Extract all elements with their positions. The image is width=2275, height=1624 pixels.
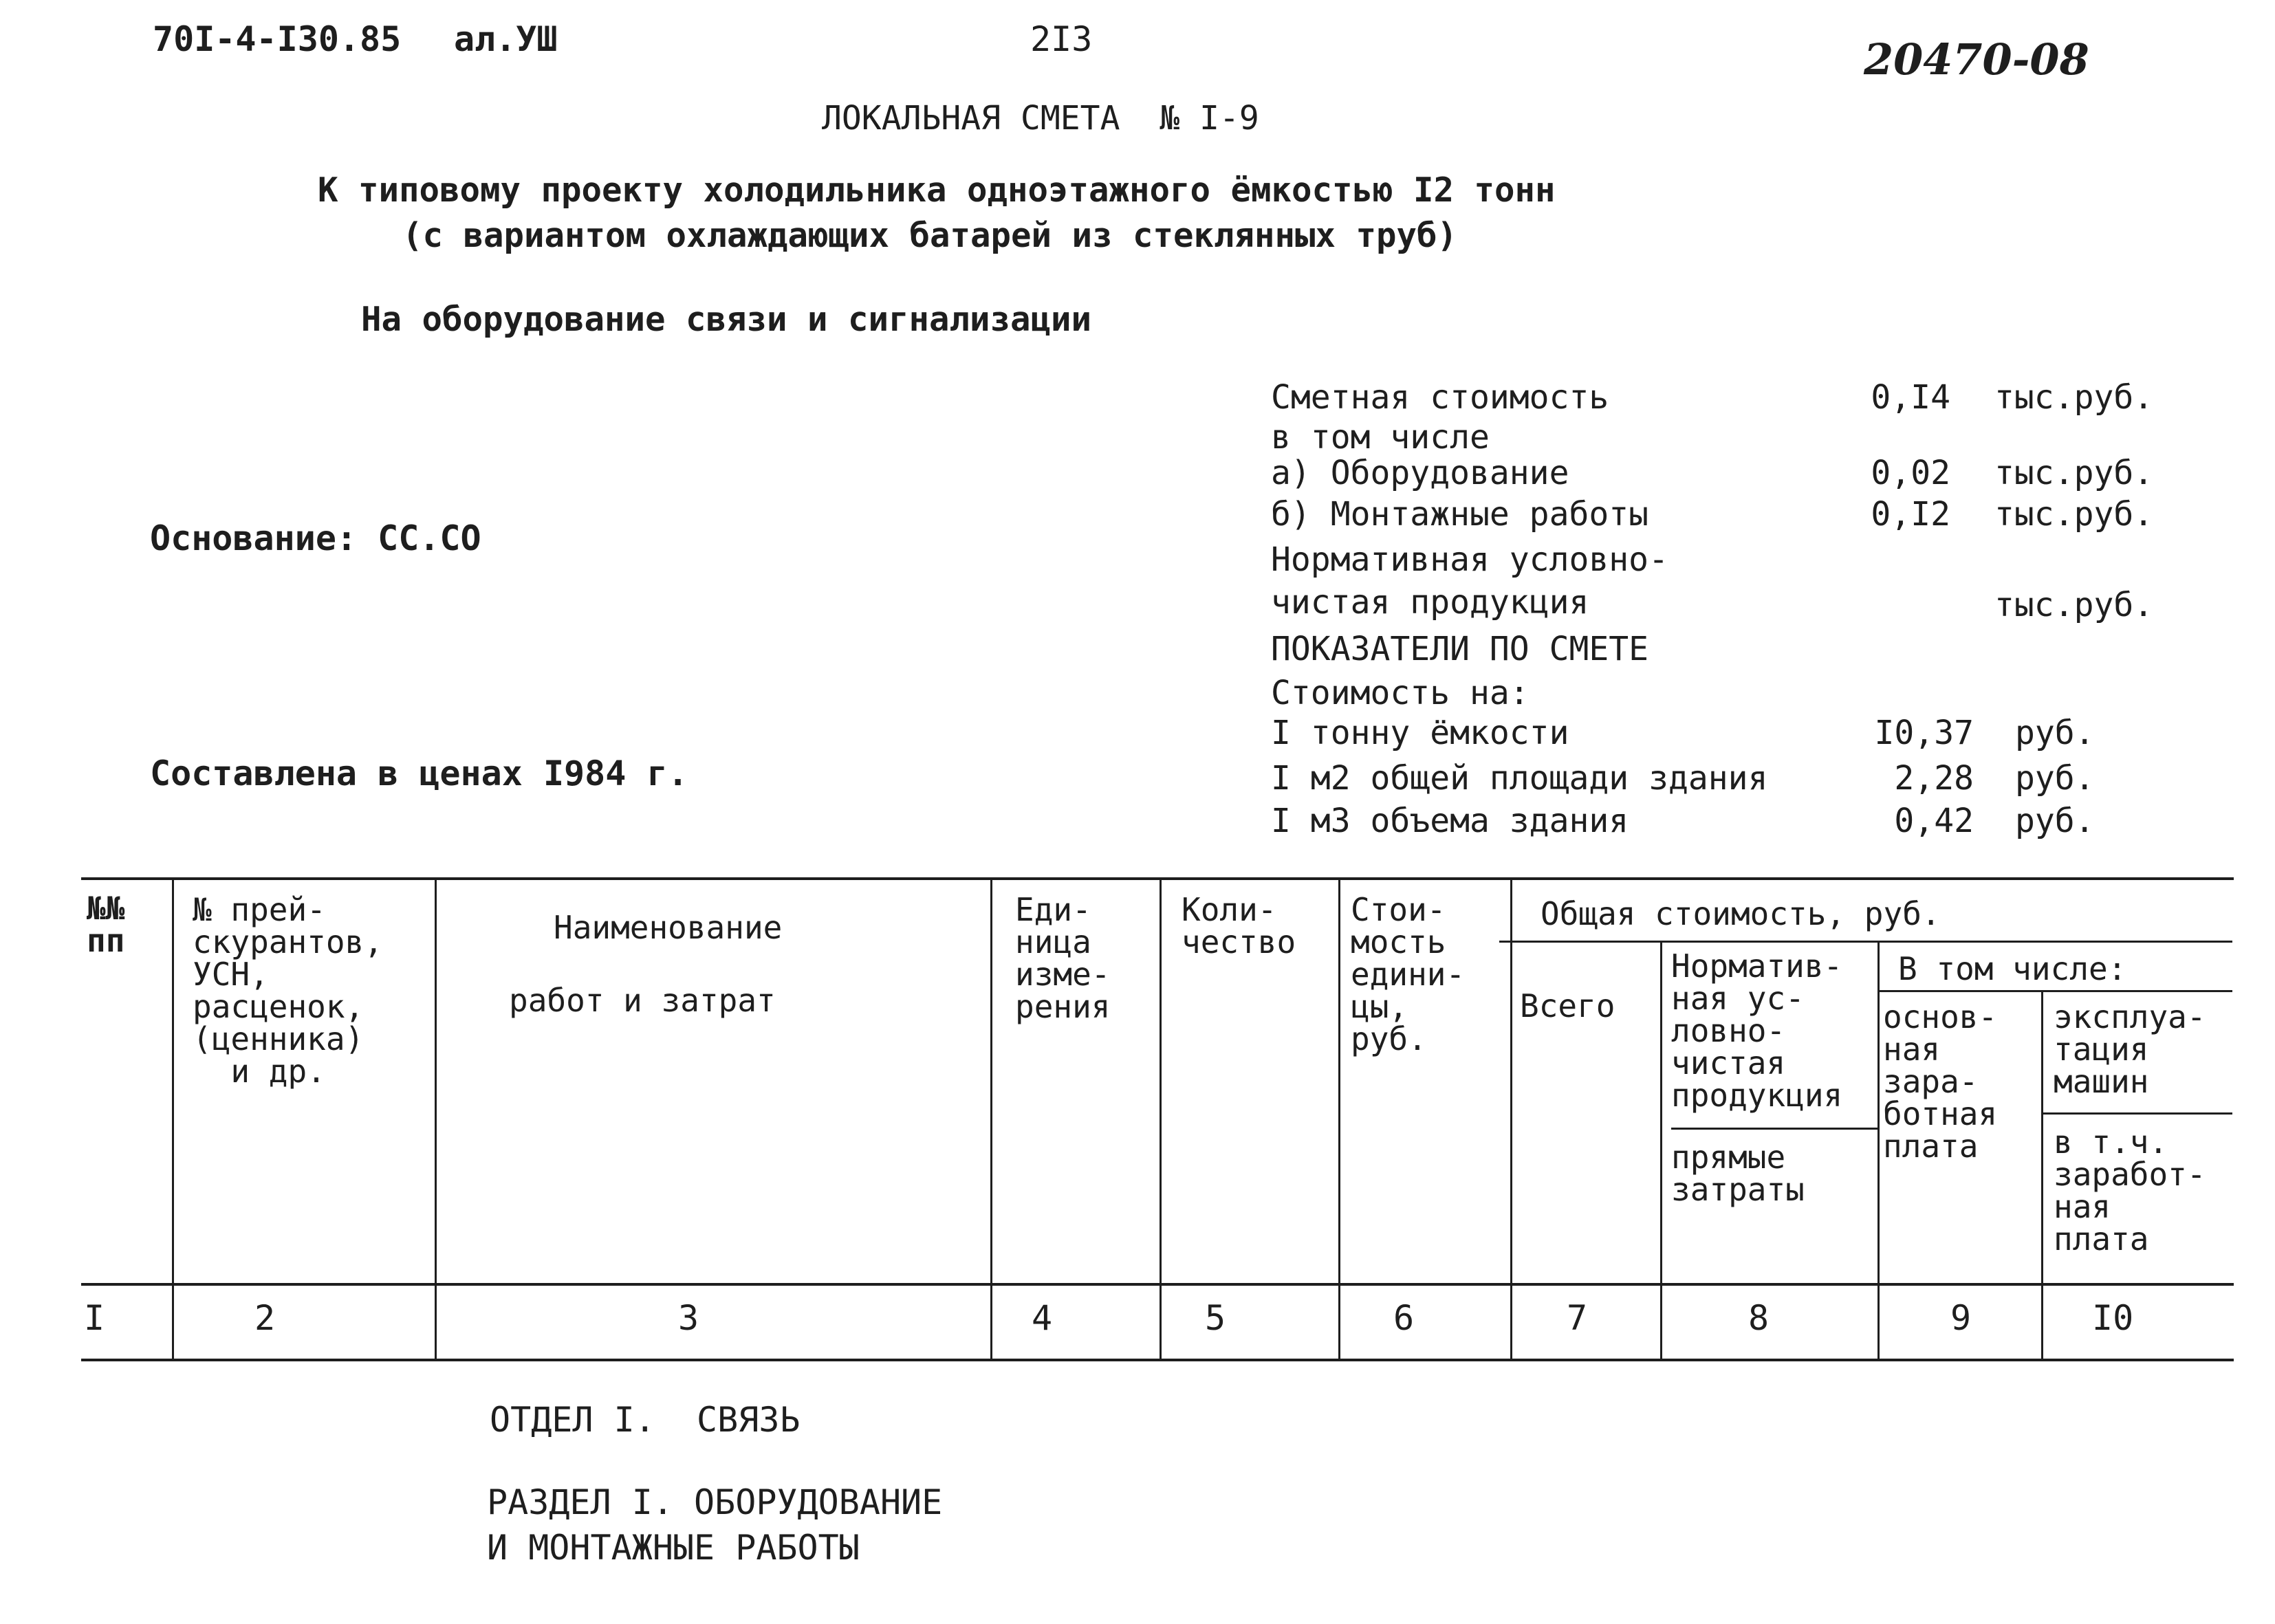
col-divider-4 [1160,880,1162,1360]
numbers-bottom-rule [81,1359,2234,1361]
col-divider-9 [2041,991,2043,1360]
total-group-rule [1499,941,2232,943]
cost-unit: тыс.руб. [1994,378,2154,417]
per-m3-label: I м3 объема здания [1271,802,1629,840]
col-divider-6 [1510,880,1512,1360]
col-divider-7 [1660,942,1662,1360]
col8-inner-rule [1671,1128,1877,1130]
col-header-total-group: Общая стоимость, руб. [1541,895,1941,932]
machines-rule [2041,1112,2232,1115]
col-header-base-salary: основ- ная зара- ботная плата [1883,998,1998,1165]
installation-label: б) Монтажные работы [1271,495,1649,534]
col-number: 6 [1393,1298,1415,1338]
per-m3-value: 0,42 [1894,802,1974,840]
col-header-unit: Еди- ница изме- рения [1015,891,1111,1025]
col-header-name-2: работ и затрат [509,982,776,1019]
including-label: в том числе [1271,418,1490,457]
col-header-machines-salary: в т.ч. заработ- ная плата [2054,1123,2206,1258]
col-header-direct-costs: прямые затраты [1671,1139,1805,1208]
equipment-unit: тыс.руб. [1994,454,2154,492]
per-m2-value: 2,28 [1894,759,1974,798]
col-header-incl-group: В том числе: [1898,950,2127,987]
indicators-heading: ПОКАЗАТЕЛИ ПО СМЕТЕ [1271,630,1649,668]
section-heading-1: РАЗДЕЛ I. ОБОРУДОВАНИЕ [487,1482,943,1522]
col-divider-5 [1338,880,1340,1360]
col-header-row-number: №№ пп [87,890,125,959]
col-number: 3 [678,1298,699,1338]
equipment-label: а) Оборудование [1271,454,1569,492]
page-title: ЛОКАЛЬНАЯ СМЕТА № I-9 [822,99,1259,138]
subtitle-line-1: К типовому проекту холодильника одноэтажного ёмкостью I2 тонн [318,171,1556,210]
col-divider-2 [435,880,437,1360]
col-divider-1 [172,880,174,1360]
per-ton-label: I тонну ёмкости [1271,714,1569,752]
per-ton-unit: руб. [2015,714,2095,752]
normative-unit: тыс.руб. [1994,586,2154,624]
col-header-normative: Норматив- ная ус- ловно- чистая продукция [1671,947,1843,1114]
header-bottom-rule [81,1283,2234,1286]
col-number: I0 [2092,1298,2134,1338]
equipment-value: 0,02 [1871,454,1950,492]
col-number: 7 [1567,1298,1588,1338]
col-header-name-1: Наименование [554,909,783,946]
col-header-machines: эксплуа- тация машин [2054,998,2206,1100]
incl-group-rule [1877,990,2232,992]
installation-unit: тыс.руб. [1994,495,2154,534]
album-number: ал.УШ [454,19,558,59]
col-number: 9 [1950,1298,1972,1338]
normative-label-2: чистая продукция [1271,583,1589,622]
col-number: I [84,1298,105,1338]
per-ton-value: I0,37 [1874,714,1974,752]
table-top-rule [81,877,2234,880]
col-divider-8 [1877,942,1880,1360]
prices-year-text: Составлена в ценах I984 г. [150,754,688,793]
col-header-unit-cost: Стои- мость едини- цы, руб. [1351,891,1466,1057]
col-divider-3 [990,880,992,1360]
col-header-quantity: Коли- чество [1182,891,1296,961]
cost-value: 0,I4 [1871,378,1950,417]
cost-per-label: Стоимость на: [1271,674,1530,712]
cost-label: Сметная стоимость [1271,378,1609,417]
col-header-total: Всего [1520,987,1615,1024]
section-heading-2: И МОНТАЖНЫЕ РАБОТЫ [487,1528,860,1568]
department-heading: ОТДЕЛ I. СВЯЗЬ [490,1400,801,1440]
document-code: 70I-4-I30.85 [153,19,402,59]
per-m2-unit: руб. [2015,759,2095,798]
subtitle-line-2: (с вариантом охлаждающих батарей из стеклянных труб) [402,216,1458,255]
normative-label-1: Нормативная условно- [1271,540,1668,579]
installation-value: 0,I2 [1871,495,1950,534]
col-number: 4 [1032,1298,1053,1338]
col-number: 8 [1748,1298,1770,1338]
col-number: 5 [1205,1298,1226,1338]
handwritten-stamp: 20470-08 [1864,34,2089,85]
page-number: 2I3 [1030,19,1093,59]
basis-text: Основание: СС.СО [150,518,481,558]
col-header-price-list: № прей- скурантов, УСН, расценок, (ценника) и др. [193,891,383,1090]
per-m3-unit: руб. [2015,802,2095,840]
subtitle-line-3: На оборудование связи и сигнализации [361,300,1092,339]
col-number: 2 [254,1298,276,1338]
per-m2-label: I м2 общей площади здания [1271,759,1768,798]
